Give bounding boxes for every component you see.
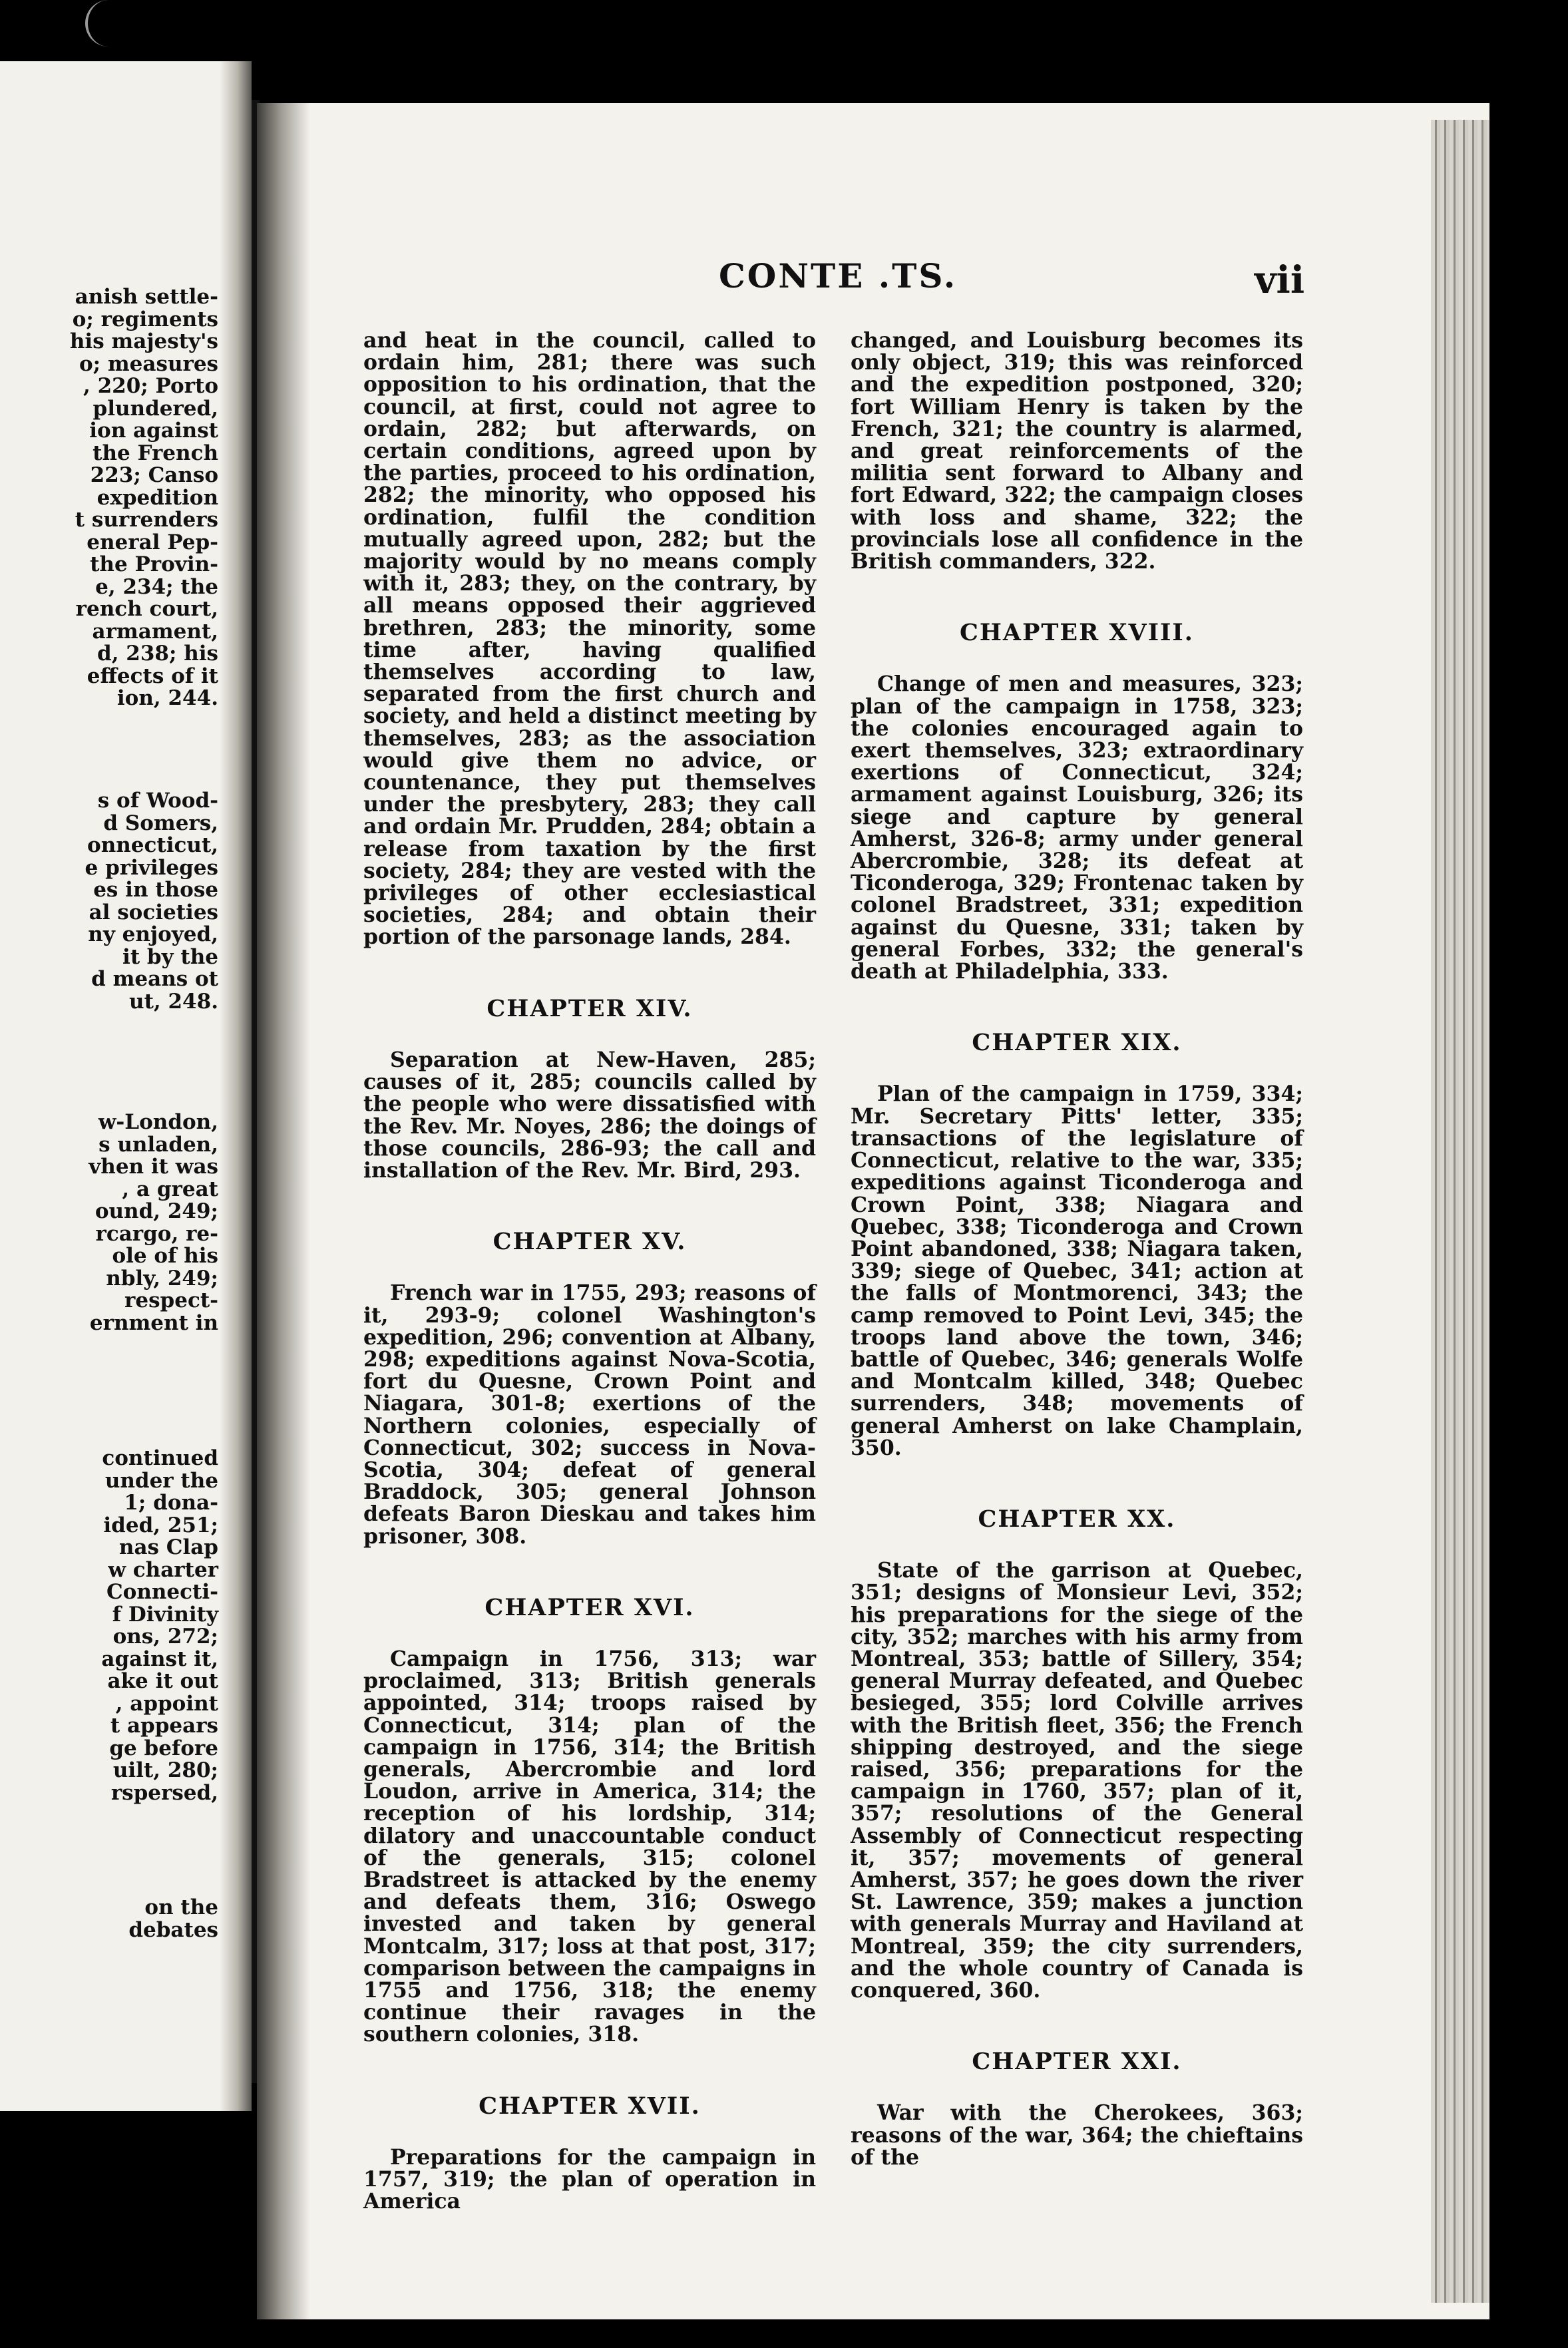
chapter-summary: changed, and Louisburg becomes its only object, 319; this was reinforced and the expedition postponed, 320; fort William Henry is taken by the French, 321; the country is alarmed, and great reinforcements of the militia sent forward to Albany and fort Edward, 322; the campaign closes with loss and shame, 322; the provincials lose all confidence in the British commanders, 322. (851, 328, 1303, 574)
chapter-heading: CHAPTER XIV. (487, 994, 693, 1022)
left-fragment-line: ole of his (112, 1244, 218, 1268)
left-fragment-line: d means ot (91, 967, 218, 991)
left-fragment-line: effects of it (87, 664, 218, 688)
left-fragment-line: 1; dona- (124, 1491, 218, 1515)
left-fragment-block (19, 286, 218, 710)
left-fragment-line: al societies (89, 900, 218, 924)
left-fragment-line: anish settle- (75, 285, 218, 309)
left-fragment-line: , 220; Porto (83, 374, 218, 398)
left-fragment-line: w-London, (98, 1110, 218, 1134)
running-header: CONTE .TS. (719, 256, 958, 295)
left-fragment-line: o; measures (79, 351, 218, 376)
left-page (0, 61, 252, 2111)
left-fragment-line: w charter (108, 1557, 218, 1582)
left-fragment-line: ny enjoyed, (88, 922, 218, 946)
left-fragment-line: debates (128, 1917, 218, 1942)
left-fragment-line: expedition (97, 485, 218, 510)
left-fragment-line: ound, 249; (95, 1199, 218, 1223)
page-edges (1431, 120, 1489, 2303)
left-fragment-line: e, 234; the (95, 574, 218, 599)
left-fragment-line: plundered, (93, 396, 218, 421)
left-fragment-line: ion against (89, 419, 218, 443)
chapter-summary: War with the Cherokees, 363; reasons of the war, 364; the chieftains of the (851, 2100, 1303, 2170)
left-fragment-line: t surrenders (75, 508, 218, 532)
left-fragment-line: d Somers, (103, 811, 218, 835)
page-number: vii (1255, 258, 1305, 302)
left-fragment-line: ake it out (107, 1669, 218, 1693)
left-fragment-line: rcargo, re- (95, 1221, 218, 1246)
left-fragment-line: ut, 248. (129, 989, 218, 1014)
left-fragment-line: rspersed, (110, 1780, 218, 1805)
left-fragment-line: eneral Pep- (87, 530, 218, 554)
left-fragment-line: uilt, 280; (112, 1758, 218, 1782)
chapter-heading: CHAPTER XIX. (972, 1029, 1182, 1057)
chapter-heading: CHAPTER XVIII. (959, 619, 1194, 647)
left-fragment-line: the Provin- (90, 552, 218, 576)
left-fragment-line: on the (144, 1895, 218, 1919)
left-fragment-line: respect- (124, 1288, 218, 1312)
left-fragment-line: d, 238; his (97, 642, 218, 666)
left-fragment-line: , appoint (115, 1691, 218, 1716)
left-fragment-line: o; regiments (72, 307, 218, 331)
left-fragment-line: the French (93, 441, 218, 465)
chapter-summary: Campaign in 1756, 313; war proclaimed, 313; British generals appointed, 314; troops raised by Connecticut, 314; plan of the campaign in 1756, 314; the British generals, Abercrombie and lord Loudon, arrive in America, 314; the reception of his lordship, 314; dilatory and unaccountable conduct of the generals, 315; colonel Bradstreet is attacked by the enemy and defeats them, 316; Oswego invested and taken by general Montcalm, 317; loss at that post, 317; comparison between the campaigns in 1755 and 1756, 318; the enemy continue their ravages in the southern colonies, 318. (363, 1646, 816, 2047)
left-fragment-line: t appears (110, 1714, 218, 1738)
chapter-heading: CHAPTER XXI. (972, 2048, 1182, 2076)
chapter-heading: CHAPTER XV. (492, 1228, 687, 1256)
left-fragment-line: ion, 244. (116, 686, 218, 710)
left-fragment-line: s of Wood- (97, 789, 218, 813)
left-fragment-line: vhen it was (89, 1155, 218, 1179)
chapter-summary: French war in 1755, 293; reasons of it, 293-9; colonel Washington's expedition, 296; convention at Albany, 298; expeditions against Nova-Scotia, fort du Quesne, Crown Point and Niagara, 301-8; exertions of the Northern colonies, especially of Connecticut, 302; success in Nova-Scotia, 304; defeat of general Braddock, 305; general Johnson defeats Baron Dieskau and takes him prisoner, 308. (363, 1280, 816, 1549)
left-fragment-line: es in those (93, 878, 218, 902)
binding-mark (85, 0, 114, 47)
left-fragment-line: onnecticut, (87, 833, 218, 857)
left-fragment-line: f Divinity (112, 1602, 218, 1627)
left-fragment-line: , a great (122, 1177, 218, 1201)
left-fragment-line: 223; Canso (90, 463, 218, 487)
right-gutter-shadow (257, 103, 310, 2319)
left-gutter-shadow (220, 61, 252, 2111)
chapter-summary: Change of men and measures, 323; plan of the campaign in 1758, 323; the colonies encouraged again to exert themselves, 323; extraordinary exertions of Connecticut, 324; armament against Louisburg, 326; its siege and capture by general Amherst, 326-8; army under general Abercrombie, 328; its defeat at Ticonderoga, 329; Frontenac taken by colonel Bradstreet, 331; expedition against du Quesne, 331; taken by general Forbes, 332; the general's death at Philadelphia, 333. (851, 672, 1303, 984)
chapter-summary: Separation at New-Haven, 285; causes of it, 285; councils called by the people who were dissatisfied with the Rev. Mr. Noyes, 286; the doings of those councils, 286-93; the call and installation of the Rev. Mr. Bird, 293. (363, 1047, 816, 1183)
left-fragment-line: against it, (101, 1647, 218, 1671)
chapter-summary: State of the garrison at Quebec, 351; designs of Monsieur Levi, 352; his preparations for the siege of the city, 352; marches with his army from Montreal, 353; battle of Sillery, 354; general Murray defeated, and Quebec besieged, 355; lord Colville arrives with the British fleet, 356; the French shipping destroyed, and the siege raised, 356; preparations for the campaign in 1760, 357; plan of it, 357; resolutions of the General Assembly of Connecticut respecting it, 357; movements of general Amherst, 357; he goes down the river St. Lawrence, 359; makes a junction with generals Murray and Haviland at Montreal, 359; the city surrenders, and the whole country of Canada is conquered, 360. (851, 1558, 1303, 2003)
chapter-heading: CHAPTER XVII. (479, 2092, 701, 2120)
chapter-heading: CHAPTER XVI. (485, 1593, 695, 1621)
left-fragment-line: continued (102, 1446, 218, 1470)
left-fragment-line: ided, 251; (103, 1513, 218, 1537)
left-fragment-line: ons, 272; (112, 1625, 218, 1649)
left-fragment-line: s unladen, (98, 1132, 218, 1157)
left-fragment-line: armament, (92, 619, 218, 644)
left-fragment-block (19, 1897, 218, 1941)
left-fragment-line: it by the (122, 944, 218, 969)
chapter-summary: Plan of the campaign in 1759, 334; Mr. Secretary Pitts' letter, 335; transactions of the legislature of Connecticut, relative to the war, 335; expeditions against Ticonderoga and Crown Point, 338; Niagara and Quebec, 338; Ticonderoga and Crown Point abandoned, 338; Niagara taken, 339; siege of Quebec, 341; action at the falls of Montmorenci, 343; the camp removed to Point Levi, 345; the troops land above the town, 346; battle of Quebec, 346; generals Wolfe and Montcalm killed, 348; Quebec surrenders, 348; movements of general Amherst on lake Champlain, 350. (851, 1081, 1303, 1460)
left-fragment-block (19, 1111, 218, 1334)
left-fragment-line: rench court, (75, 597, 218, 621)
left-fragment-block (19, 1448, 218, 1804)
left-fragment-line: Connecti- (106, 1580, 218, 1604)
left-fragment-line: e privileges (85, 855, 218, 880)
left-fragment-line: nbly, 249; (106, 1266, 218, 1290)
left-fragment-line: nas Clap (118, 1535, 218, 1559)
left-fragment-line: his majesty's (69, 329, 218, 353)
left-fragment-line: ernment in (89, 1310, 218, 1335)
left-fragment-line: under the (104, 1468, 218, 1493)
chapter-summary: and heat in the council, called to ordain him, 281; there was such opposition to his ordination, that the council, at first, could not agree to ordain, 282; but afterwards, on certain conditions, agreed upon by the parties, proceed to his ordination, 282; the minority, who opposed his ordination, fulfil the condition mutually agreed upon, 282; but the majority would by no means comply with it, 283; they, on the contrary, by all means opposed their aggrieved brethren, 283; the minority, some time after, having qualified themselves according to law, separated from the first church and society, and held a distinct meeting by themselves, 283; as the association would give them no advice, or countenance, they put themselves under the presbytery, 283; they call and ordain Mr. Prudden, 284; obtain a release from taxation by the first society, 284; they are vested with the privileges of other ecclesiastical societies, 284; and obtain their portion of the parsonage lands, 284. (363, 328, 816, 950)
left-fragment-line: ge before (109, 1736, 218, 1760)
chapter-summary: Preparations for the campaign in 1757, 319; the plan of operation in America (363, 2144, 816, 2214)
chapter-heading: CHAPTER XX. (978, 1505, 1176, 1533)
left-fragment-block (19, 790, 218, 1013)
contents-column-left (363, 329, 816, 2212)
contents-column-right (851, 329, 1303, 2168)
